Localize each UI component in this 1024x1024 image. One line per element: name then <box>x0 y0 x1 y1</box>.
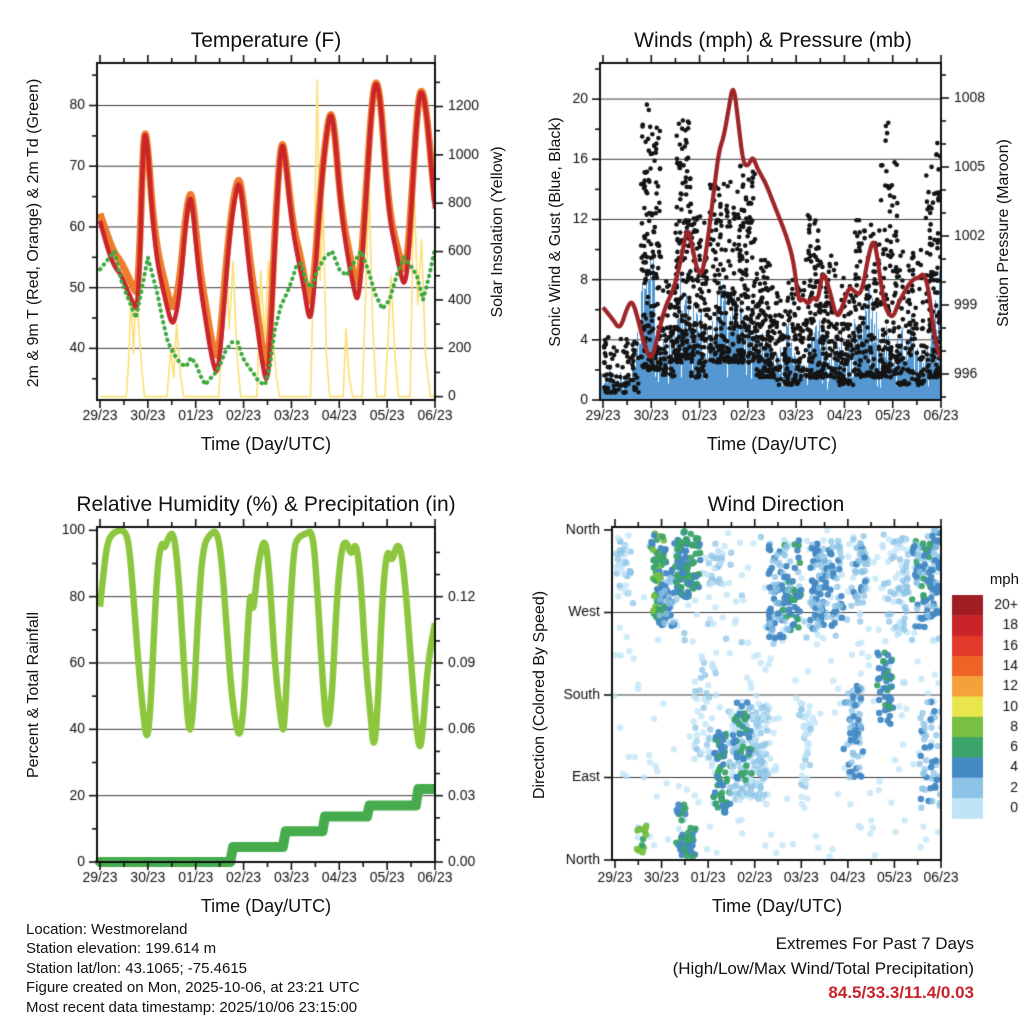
yaxis-label-wind-left: Sonic Wind & Gust (Blue, Black) <box>547 117 564 347</box>
yaxis-label-solar-right: Solar Insolation (Yellow) <box>489 146 506 318</box>
chart-title-humidity: Relative Humidity (%) & Precipitation (in) <box>76 493 456 516</box>
extremes-values: 84.5/33.3/11.4/0.03 <box>828 983 974 1002</box>
xaxis-label-winds: Time (Day/UTC) <box>706 434 838 454</box>
xaxis-label-temperature: Time (Day/UTC) <box>200 434 332 454</box>
xaxis-label-direction: Time (Day/UTC) <box>711 896 843 916</box>
xaxis-label-humidity: Time (Day/UTC) <box>200 896 332 916</box>
chart-title-wind-direction: Wind Direction <box>707 493 845 516</box>
yaxis-label-pressure-right: Station Pressure (Maroon) <box>995 139 1012 327</box>
footer-latlon: Station lat/lon: 43.1065; -75.4615 <box>26 959 248 977</box>
yaxis-label-humidity-left: Percent & Total Rainfall <box>25 612 42 779</box>
extremes-block <box>514 932 974 1006</box>
footer-timestamp: Most recent data timestamp: 2025/10/06 23:15:00 <box>26 998 358 1016</box>
footer-created: Figure created on Mon, 2025-10-06, at 23:21 UTC <box>26 979 360 997</box>
yaxis-label-direction-left: Direction (Colored By Speed) <box>531 590 548 800</box>
yaxis-label-temperature-left: 2m & 9m T (Red, Orange) & 2m Td (Green) <box>25 78 42 388</box>
footer-location: Location: Westmoreland <box>26 921 188 938</box>
footer-elevation: Station elevation: 199.614 m <box>26 940 217 958</box>
colorbar-title: mph <box>989 571 1019 588</box>
extremes-subtitle: (High/Low/Max Wind/Total Precipitation) <box>672 958 974 978</box>
chart-title-winds-pressure: Winds (mph) & Pressure (mb) <box>634 29 912 52</box>
extremes-title: Extremes For Past 7 Days <box>775 934 974 953</box>
footer <box>26 920 360 1017</box>
chart-title-temperature: Temperature (F) <box>190 29 342 52</box>
